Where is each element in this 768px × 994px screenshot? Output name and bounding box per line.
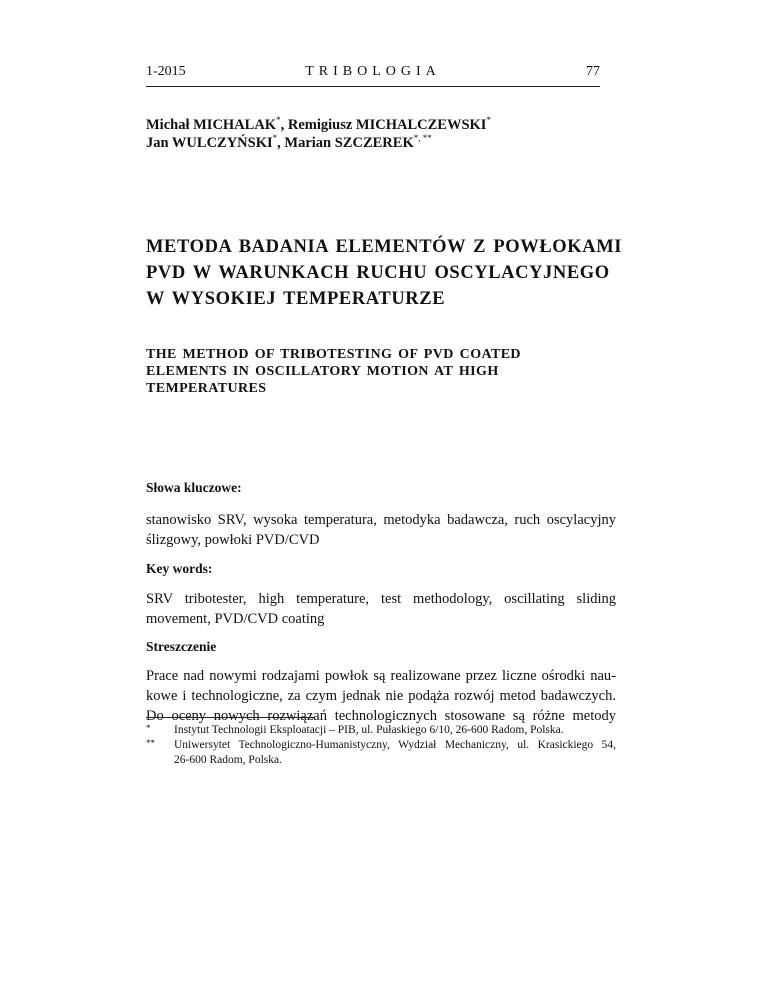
- text-line: ślizgowy, powłoki PVD/CVD: [146, 532, 320, 548]
- footnote-2: [146, 738, 616, 768]
- title-line: W WYSOKIEJ TEMPERATURZE: [146, 289, 446, 309]
- footnotes: [146, 723, 616, 768]
- title-polish: [146, 234, 623, 312]
- footnote-divider: [146, 717, 314, 718]
- keywords-pl-text: [146, 510, 616, 550]
- journal-name: TRIBOLOGIA: [305, 64, 441, 79]
- title-line: METODA BADANIA ELEMENTÓW Z POWŁOKAMI: [146, 237, 623, 257]
- footnote-line: Instytut Technologii Eksploatacji – PIB, ul. Pułaskiego 6/10, 26-600 Radom, Polska.: [174, 724, 564, 736]
- keywords-en-text: [146, 589, 616, 629]
- author-name: Remigiusz MICHALCZEWSKI: [287, 117, 487, 133]
- title-english: [146, 346, 616, 397]
- footnote-1: [146, 723, 616, 738]
- title-line: THE METHOD OF TRIBOTESTING OF PVD COATED: [146, 347, 521, 362]
- title-line: TEMPERATURES: [146, 381, 267, 396]
- page-number: 77: [586, 64, 600, 79]
- author-name: Jan WULCZYŃSKI: [146, 135, 273, 151]
- footnote-mark: **: [146, 738, 155, 748]
- title-line: ELEMENTS IN OSCILLATORY MOTION AT HIGH: [146, 364, 499, 379]
- affiliation-mark: *: [486, 115, 491, 125]
- text-line: Prace nad nowymi rodzajami powłok są realizowane przez liczne ośrodki nau-: [146, 668, 616, 684]
- author-name: Marian SZCZEREK: [284, 135, 414, 151]
- title-line: PVD W WARUNKACH RUCHU OSCYLACYJNEGO: [146, 263, 610, 283]
- text-line: stanowisko SRV, wysoka temperatura, metodyka badawcza, ruch oscylacyjny: [146, 512, 616, 528]
- author-name: Michał MICHALAK: [146, 117, 277, 133]
- text-line: SRV tribotester, high temperature, test methodology, oscillating sliding: [146, 591, 616, 607]
- footnote-line: Uniwersytet Technologiczno-Humanistyczny, Wydział Mechaniczny, ul. Krasickiego 54,: [174, 739, 616, 751]
- author-line-1: Michał MICHALAK*, Remigiusz MICHALCZEWSKI*: [146, 115, 491, 133]
- affiliation-mark: *: [276, 115, 281, 125]
- running-header: [146, 60, 600, 87]
- issue-number: 1-2015: [146, 64, 186, 79]
- text-line: Do oceny nowych rozwiązań technologicznych stosowane są różne metody: [146, 708, 616, 724]
- footnote-mark: *: [146, 723, 151, 733]
- author-line-2: Jan WULCZYŃSKI*, Marian SZCZEREK*, **: [146, 133, 432, 151]
- affiliation-mark: *: [272, 133, 278, 143]
- keywords-pl-heading: Słowa kluczowe:: [146, 480, 242, 495]
- footnote-line: 26-600 Radom, Polska.: [174, 754, 282, 766]
- affiliation-mark: *, **: [413, 133, 432, 143]
- abstract-heading: Streszczenie: [146, 639, 217, 654]
- text-line: kowe i technologiczne, za czym jednak nie podąża rozwój metod badawczych.: [146, 688, 616, 704]
- keywords-en-heading: Key words:: [146, 561, 213, 576]
- text-line: movement, PVD/CVD coating: [146, 611, 325, 627]
- author-list: [146, 116, 616, 152]
